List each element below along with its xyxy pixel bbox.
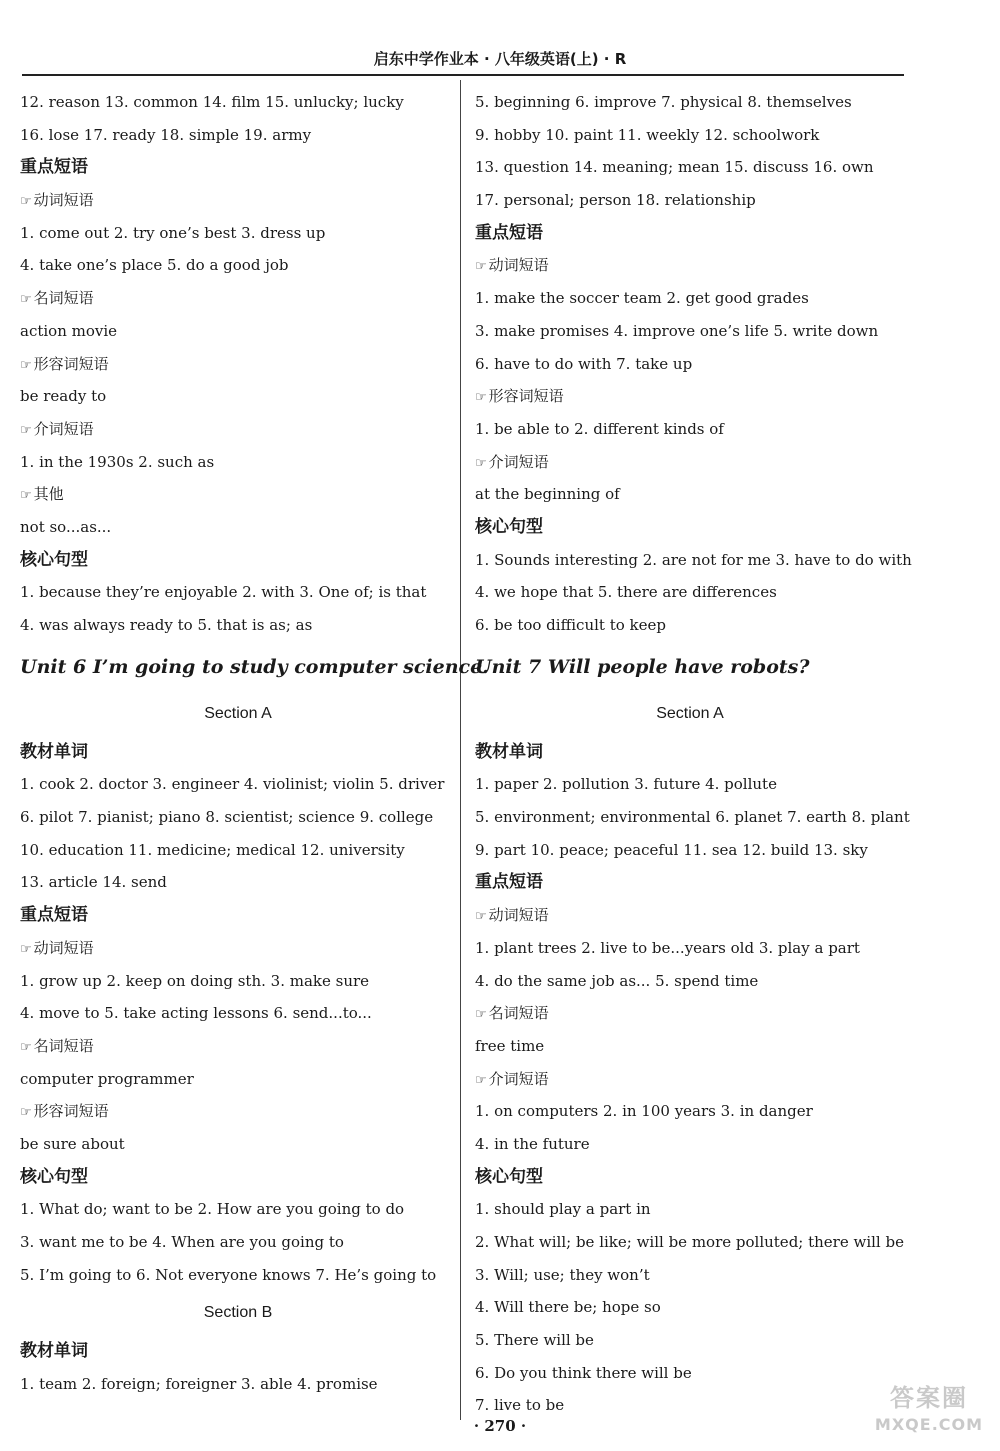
- pointing-hand-icon: ☞: [475, 1007, 487, 1023]
- vocab-line: 1. cook 2. doctor 3. engineer 4. violinist; violin 5. driver: [20, 775, 445, 794]
- vocab-line: 5. beginning 6. improve 7. physical 8. themselves: [475, 93, 852, 111]
- right-column: [475, 86, 912, 1422]
- vocab-line: 13. article 14. send: [20, 873, 167, 892]
- sentence-line: 6. Do you think there will be: [475, 1363, 692, 1382]
- phrase-line: 1. make the soccer team 2. get good grades: [475, 289, 809, 308]
- sentence-line: 1. What do; want to be 2. How are you going to do: [20, 1200, 405, 1219]
- sentence-line: 2. What will; be like; will be more polluted; there will be: [475, 1233, 904, 1251]
- phrase-line: 3. make promises 4. improve one’s life 5. write down: [475, 321, 879, 340]
- unit-7-title: Unit 7 Will people have robots?: [475, 655, 810, 678]
- pointing-hand-icon: ☞: [475, 259, 487, 275]
- phrase-line: 4. in the future: [475, 1134, 590, 1153]
- key-phrases-heading: 重点短语: [475, 222, 543, 243]
- page-number: · 270 ·: [473, 1417, 527, 1435]
- sentence-line: 4. we hope that 5. there are differences: [475, 583, 777, 602]
- sentence-line: 1. Sounds interesting 2. are not for me 3. have to do with: [475, 550, 912, 569]
- core-sentences-heading: 核心句型: [20, 1166, 88, 1187]
- key-phrases-heading: 重点短语: [475, 872, 543, 893]
- core-sentences-heading: 核心句型: [475, 516, 543, 537]
- unit-6-title: Unit 6 I’m going to study computer science.: [20, 655, 489, 678]
- adj-phrases-subheading: ☞ 形容词短语: [20, 354, 109, 373]
- verb-phrases-subheading: ☞ 动词短语: [20, 191, 94, 210]
- vocab-heading: 教材单词: [20, 741, 88, 762]
- watermark-url: MXQE.COM: [874, 1415, 984, 1434]
- vocab-heading: 教材单词: [20, 1341, 88, 1362]
- core-sentences-heading: 核心句型: [475, 1166, 543, 1187]
- noun-phrases-subheading: ☞ 名词短语: [20, 289, 94, 308]
- section-a-label: Section A: [656, 704, 724, 722]
- vocab-line: 9. hobby 10. paint 11. weekly 12. schoolwork: [475, 125, 820, 144]
- pointing-hand-icon: ☞: [20, 357, 32, 373]
- sentence-line: 4. was always ready to 5. that is as; as: [20, 616, 313, 634]
- vocab-line: 17. personal; person 18. relationship: [475, 191, 756, 210]
- phrase-line: 4. do the same job as... 5. spend time: [475, 971, 759, 990]
- vocab-line: 9. part 10. peace; peaceful 11. sea 12. build 13. sky: [475, 840, 868, 859]
- pointing-hand-icon: ☞: [475, 1072, 487, 1088]
- sentence-line: 3. Will; use; they won’t: [475, 1265, 650, 1284]
- vocab-heading: 教材单词: [475, 741, 543, 762]
- phrase-line: 4. take one’s place 5. do a good job: [20, 256, 289, 275]
- phrase-line: 1. on computers 2. in 100 years 3. in danger: [475, 1102, 813, 1121]
- verb-phrases-subheading: ☞ 动词短语: [475, 256, 549, 275]
- key-phrases-heading: 重点短语: [20, 157, 88, 178]
- prep-phrases-subheading: ☞ 介词短语: [475, 1069, 549, 1088]
- pointing-hand-icon: ☞: [20, 1105, 32, 1121]
- verb-phrases-subheading: ☞ 动词短语: [20, 938, 94, 957]
- header-rule: [22, 74, 904, 76]
- phrase-line: at the beginning of: [475, 485, 620, 504]
- vocab-line: 1. team 2. foreign; foreigner 3. able 4. promise: [20, 1375, 378, 1394]
- left-column: [20, 86, 489, 1401]
- vocab-line: 6. pilot 7. pianist; piano 8. scientist; science 9. college: [20, 808, 434, 827]
- vocab-line: 10. education 11. medicine; medical 12. university: [20, 840, 405, 859]
- vocab-line: 5. environment; environmental 6. planet 7. earth 8. plant: [475, 808, 910, 827]
- section-b-label: Section B: [203, 1304, 273, 1322]
- pointing-hand-icon: ☞: [20, 488, 32, 504]
- pointing-hand-icon: ☞: [475, 909, 487, 925]
- phrase-line: be sure about: [20, 1134, 125, 1153]
- watermark-logo: [868, 1382, 990, 1442]
- sentence-line: 5. There will be: [475, 1331, 594, 1350]
- phrase-line: 1. in the 1930s 2. such as: [20, 452, 215, 471]
- core-sentences-heading: 核心句型: [20, 549, 88, 570]
- sentence-line: 7. live to be: [475, 1396, 565, 1415]
- pointing-hand-icon: ☞: [20, 422, 32, 438]
- pointing-hand-icon: ☞: [475, 455, 487, 471]
- sentence-line: 1. should play a part in: [475, 1200, 651, 1219]
- phrase-line: action movie: [20, 321, 118, 340]
- adj-phrases-subheading: ☞ 形容词短语: [20, 1102, 109, 1121]
- phrase-line: be ready to: [20, 387, 107, 406]
- watermark-text: 答案圈: [890, 1384, 968, 1412]
- key-phrases-heading: 重点短语: [20, 905, 88, 926]
- pointing-hand-icon: ☞: [20, 292, 32, 308]
- noun-phrases-subheading: ☞ 名词短语: [475, 1004, 549, 1023]
- phrase-line: 1. be able to 2. different kinds of: [475, 419, 724, 438]
- pointing-hand-icon: ☞: [20, 194, 32, 210]
- sentence-line: 4. Will there be; hope so: [475, 1298, 661, 1317]
- page-header: 启东中学作业本 · 八年级英语(上) · R: [373, 50, 627, 68]
- phrase-line: 4. move to 5. take acting lessons 6. send...to...: [20, 1004, 372, 1023]
- pointing-hand-icon: ☞: [20, 941, 32, 957]
- sentence-line: 3. want me to be 4. When are you going to: [20, 1233, 344, 1251]
- phrase-line: computer programmer: [20, 1069, 194, 1088]
- vocab-line: 12. reason 13. common 14. film 15. unlucky; lucky: [20, 93, 404, 111]
- vocab-line: 13. question 14. meaning; mean 15. discuss 16. own: [475, 158, 874, 177]
- adj-phrases-subheading: ☞ 形容词短语: [475, 387, 564, 406]
- prep-phrases-subheading: ☞ 介词短语: [475, 452, 549, 471]
- phrase-line: free time: [475, 1036, 545, 1055]
- pointing-hand-icon: ☞: [475, 390, 487, 406]
- other-subheading: ☞ 其他: [20, 485, 64, 504]
- sentence-line: 1. because they’re enjoyable 2. with 3. One of; is that: [20, 583, 427, 602]
- vocab-line: 16. lose 17. ready 18. simple 19. army: [20, 125, 312, 144]
- column-divider: [460, 80, 461, 1420]
- vocab-line: 1. paper 2. pollution 3. future 4. pollute: [475, 775, 777, 794]
- phrase-line: 1. come out 2. try one’s best 3. dress up: [20, 223, 326, 242]
- verb-phrases-subheading: ☞ 动词短语: [475, 906, 549, 925]
- noun-phrases-subheading: ☞ 名词短语: [20, 1036, 94, 1055]
- prep-phrases-subheading: ☞ 介词短语: [20, 419, 94, 438]
- phrase-line: not so...as...: [20, 517, 112, 536]
- section-a-label: Section A: [204, 704, 272, 722]
- phrase-line: 1. grow up 2. keep on doing sth. 3. make sure: [20, 971, 370, 990]
- pointing-hand-icon: ☞: [20, 1039, 32, 1055]
- sentence-line: 5. I’m going to 6. Not everyone knows 7. He’s going to: [20, 1265, 437, 1284]
- phrase-line: 1. plant trees 2. live to be...years old 3. play a part: [475, 938, 860, 957]
- sentence-line: 6. be too difficult to keep: [475, 616, 666, 634]
- phrase-line: 6. have to do with 7. take up: [475, 354, 693, 373]
